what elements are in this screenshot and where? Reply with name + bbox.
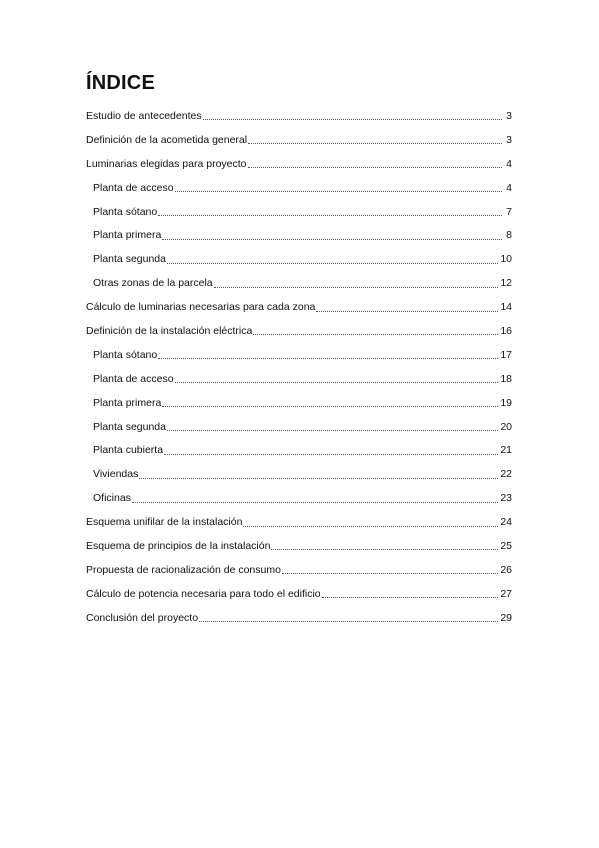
toc-entry-label: Otras zonas de la parcela	[93, 277, 213, 290]
toc-page-number: 23	[500, 492, 512, 505]
toc-page-number: 16	[500, 324, 512, 337]
toc-page-number: 26	[500, 563, 512, 576]
toc-entry-label: Planta cubierta	[93, 444, 164, 457]
toc-entry-label: Definición de la instalación eléctrica	[86, 324, 253, 337]
dot-leader	[243, 526, 498, 527]
dot-leader	[282, 573, 498, 574]
toc-subentry[interactable]	[93, 438, 512, 462]
dot-leader	[248, 143, 502, 144]
toc-subentry[interactable]	[93, 343, 512, 367]
toc-entry[interactable]	[86, 295, 512, 319]
dot-leader	[167, 263, 498, 264]
toc-entry-label: Viviendas	[93, 468, 139, 481]
toc-entry-label: Estudio de antecedentes	[86, 109, 202, 122]
dot-leader	[167, 430, 498, 431]
toc-entry-label: Planta sótano	[93, 205, 158, 218]
toc-page-number: 4	[506, 157, 512, 170]
toc-page-number: 3	[506, 133, 512, 146]
toc-page-number: 25	[500, 539, 512, 552]
toc-entry-label: Conclusión del proyecto	[86, 611, 199, 624]
toc-subentry[interactable]	[93, 271, 512, 295]
dot-leader	[162, 406, 498, 407]
dot-leader	[271, 549, 498, 550]
toc-entry-label: Esquema unifilar de la instalación	[86, 516, 243, 529]
dot-leader	[214, 287, 499, 288]
dot-leader	[199, 621, 498, 622]
dot-leader	[203, 119, 502, 120]
dot-leader	[164, 454, 498, 455]
toc-subentry[interactable]	[93, 223, 512, 247]
toc-entry-label: Planta de acceso	[93, 372, 174, 385]
toc-entry[interactable]	[86, 534, 512, 558]
toc-subentry[interactable]	[93, 247, 512, 271]
toc-page-number: 3	[506, 109, 512, 122]
table-of-contents	[0, 104, 599, 630]
toc-entry-label: Esquema de principios de la instalación	[86, 539, 271, 552]
toc-page-number: 14	[500, 301, 512, 314]
toc-entry[interactable]	[86, 558, 512, 582]
toc-entry[interactable]	[86, 582, 512, 606]
toc-entry-label: Oficinas	[93, 492, 131, 505]
toc-entry-label: Propuesta de racionalización de consumo	[86, 563, 281, 576]
dot-leader	[162, 239, 502, 240]
toc-page-number: 27	[500, 587, 512, 600]
toc-subentry[interactable]	[93, 176, 512, 200]
dot-leader	[175, 382, 499, 383]
dot-leader	[139, 478, 498, 479]
dot-leader	[175, 191, 502, 192]
toc-entry[interactable]	[86, 319, 512, 343]
toc-subentry[interactable]	[93, 367, 512, 391]
toc-page-number: 10	[500, 253, 512, 266]
toc-subentry[interactable]	[93, 486, 512, 510]
dot-leader	[248, 167, 502, 168]
toc-subentry[interactable]	[93, 462, 512, 486]
toc-entry-label: Planta sótano	[93, 348, 158, 361]
toc-subentry[interactable]	[93, 391, 512, 415]
toc-page-number: 4	[506, 181, 512, 194]
dot-leader	[158, 358, 498, 359]
toc-entry[interactable]	[86, 510, 512, 534]
toc-page-number: 29	[500, 611, 512, 624]
toc-entry-label: Planta primera	[93, 229, 162, 242]
toc-page-number: 19	[500, 396, 512, 409]
toc-entry-label: Planta segunda	[93, 420, 166, 433]
toc-entry[interactable]	[86, 128, 512, 152]
toc-entry-label: Luminarias elegidas para proyecto	[86, 157, 247, 170]
toc-page-number: 7	[506, 205, 512, 218]
toc-page-number: 8	[506, 229, 512, 242]
toc-page-number: 18	[500, 372, 512, 385]
dot-leader	[253, 334, 498, 335]
toc-page-number: 17	[500, 348, 512, 361]
page-title: ÍNDICE	[86, 72, 155, 94]
toc-page-number: 12	[500, 277, 512, 290]
dot-leader	[158, 215, 502, 216]
toc-page-number: 24	[500, 516, 512, 529]
toc-entry-label: Planta segunda	[93, 253, 166, 266]
toc-entry[interactable]	[86, 152, 512, 176]
toc-page-number: 22	[500, 468, 512, 481]
toc-entry[interactable]	[86, 104, 512, 128]
toc-subentry[interactable]	[93, 200, 512, 224]
toc-entry-label: Definición de la acometida general	[86, 133, 248, 146]
toc-entry-label: Planta primera	[93, 396, 162, 409]
dot-leader	[316, 311, 498, 312]
toc-page-number: 21	[500, 444, 512, 457]
toc-page-number: 20	[500, 420, 512, 433]
dot-leader	[132, 502, 498, 503]
toc-subentry[interactable]	[93, 415, 512, 439]
toc-entry-label: Planta de acceso	[93, 181, 174, 194]
dot-leader	[322, 597, 499, 598]
toc-entry-label: Cálculo de potencia necesaria para todo el edificio	[86, 587, 321, 600]
toc-entry[interactable]	[86, 606, 512, 630]
toc-entry-label: Cálculo de luminarias necesarias para cada zona	[86, 301, 316, 314]
